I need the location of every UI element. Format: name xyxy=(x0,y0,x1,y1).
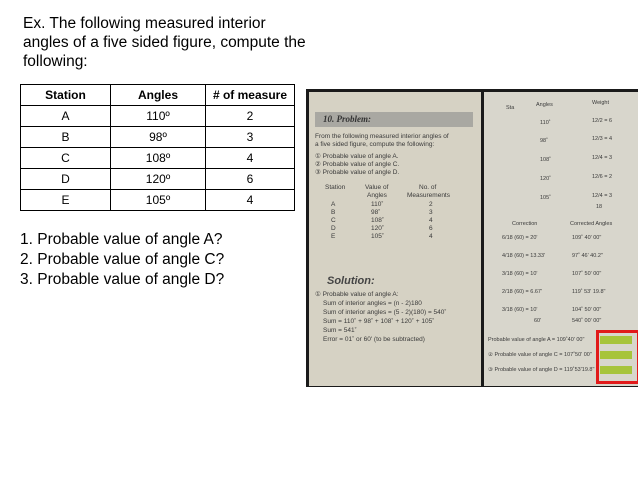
photo-angle: 108˚ xyxy=(371,217,385,224)
table-row xyxy=(21,106,295,127)
header-measure-count: # of measure xyxy=(206,85,295,106)
photo-r-sta: Sta xyxy=(506,105,515,111)
photo-r-angle: 98˚ xyxy=(540,138,548,144)
photo-r-angle: 120˚ xyxy=(540,176,552,182)
photo-r-weight: Weight xyxy=(592,100,610,106)
problem-banner: 10. Problem: xyxy=(315,112,473,127)
photo-station: E xyxy=(331,233,336,240)
photo-angle: 110˚ xyxy=(371,201,384,208)
answer-highlight-box xyxy=(596,330,638,384)
photo-r-corrected-val: 119˚ 53' 19.8" xyxy=(572,289,606,295)
station-cell: A xyxy=(21,106,111,127)
photo-col-no-2: Measurements xyxy=(407,192,450,199)
photo-r-corrected-val: 97˚ 46' 40.2" xyxy=(572,253,603,259)
photo-col-value-2: Angles xyxy=(367,192,387,199)
photo-count: 4 xyxy=(429,217,433,224)
photo-r-corrected-val: 104˚ 50' 00" xyxy=(572,307,602,313)
measurement-table xyxy=(20,84,295,211)
photo-r-answer-2: ② Probable value of angle C = 107˚50' 00" xyxy=(488,352,592,358)
question-list xyxy=(20,230,224,290)
question-item: 2. Probable value of angle C? xyxy=(20,251,225,268)
textbook-photo xyxy=(306,89,638,387)
photo-r-correction: Correction xyxy=(512,221,538,227)
photo-station: B xyxy=(331,209,336,216)
photo-r-weight-total: 18 xyxy=(596,204,603,210)
angle-cell: 110º xyxy=(111,106,206,127)
photo-count: 6 xyxy=(429,225,433,232)
solution-line-6: Error = 01˚ or 60' (to be subtracted) xyxy=(323,336,425,343)
solution-line-5: Sum = 541˚ xyxy=(323,327,357,334)
count-cell: 6 xyxy=(206,169,295,190)
intro-text xyxy=(23,14,323,71)
photo-r-corr-val: 2/18 (60) = 6.67' xyxy=(502,289,543,295)
problem-statement-2: a five sided figure, compute the following: xyxy=(315,141,435,148)
table-row xyxy=(21,127,295,148)
station-cell: B xyxy=(21,127,111,148)
photo-angle: 120˚ xyxy=(371,225,385,232)
table-row xyxy=(21,148,295,169)
angle-cell: 108º xyxy=(111,148,206,169)
intro-line-2: angles of a five sided figure, compute the xyxy=(23,34,306,51)
solution-title: Solution: xyxy=(327,275,375,287)
photo-count: 2 xyxy=(429,201,433,208)
photo-station: A xyxy=(331,201,336,208)
photo-r-weight-val: 12/4 = 3 xyxy=(592,193,613,199)
photo-r-weight-val: 12/3 = 4 xyxy=(592,136,613,142)
problem-ask-3: ③ Probable value of angle D. xyxy=(315,169,400,176)
photo-r-angle: 110˚ xyxy=(540,120,551,126)
photo-r-angles: Angles xyxy=(536,102,553,108)
problem-ask-1: ① Probable value of angle A. xyxy=(315,153,399,160)
photo-count: 4 xyxy=(429,233,433,240)
photo-angle: 98˚ xyxy=(371,209,381,216)
photo-r-weight-val: 12/6 = 2 xyxy=(592,174,613,180)
intro-line-1: Ex. The following measured interior xyxy=(23,15,266,32)
count-cell: 3 xyxy=(206,127,295,148)
photo-r-angle: 108˚ xyxy=(540,157,552,163)
photo-r-sum-corr: 60' xyxy=(534,318,542,324)
station-cell: D xyxy=(21,169,111,190)
textbook-right-page xyxy=(484,92,638,386)
station-cell: E xyxy=(21,190,111,211)
photo-r-corr-val: 4/18 (60) = 13.33' xyxy=(502,253,546,259)
solution-line-2: Sum of interior angles = (n - 2)180 xyxy=(323,300,422,307)
photo-r-angle: 105˚ xyxy=(540,195,552,201)
question-item: 1. Probable value of angle A? xyxy=(20,231,223,248)
solution-line-1: ① Probable value of angle A: xyxy=(315,291,399,298)
solution-line-4: Sum = 110˚ + 98˚ + 108˚ + 120˚ + 105˚ xyxy=(323,318,435,325)
photo-r-corr-val: 6/18 (60) = 20' xyxy=(502,235,538,241)
station-cell: C xyxy=(21,148,111,169)
photo-r-answer-1: Probable value of angle A = 109˚40' 00" xyxy=(488,337,585,343)
table-header-row xyxy=(21,85,295,106)
problem-statement-1: From the following measured interior angles of xyxy=(315,133,449,140)
count-cell: 2 xyxy=(206,106,295,127)
textbook-left-page xyxy=(309,92,481,386)
photo-r-weight-val: 12/2 = 6 xyxy=(592,118,613,124)
photo-r-weight-val: 12/4 = 3 xyxy=(592,155,613,161)
photo-angle: 105˚ xyxy=(371,233,385,240)
table-row xyxy=(21,169,295,190)
photo-r-sum-angles: 540˚ 00' 00" xyxy=(572,318,602,324)
photo-col-no: No. of xyxy=(419,184,437,191)
question-item: 3. Probable value of angle D? xyxy=(20,271,225,288)
photo-r-corrected: Corrected Angles xyxy=(570,221,613,227)
photo-r-corr-val: 3/18 (60) = 10' xyxy=(502,271,538,277)
photo-station: C xyxy=(331,217,336,224)
count-cell: 4 xyxy=(206,148,295,169)
photo-r-corrected-val: 107˚ 50' 00" xyxy=(572,271,602,277)
photo-station: D xyxy=(331,225,336,232)
header-angles: Angles xyxy=(111,85,206,106)
photo-r-answer-3: ③ Probable value of angle D = 119˚53'19.8" xyxy=(488,367,595,373)
angle-cell: 105º xyxy=(111,190,206,211)
table-row xyxy=(21,190,295,211)
photo-r-corr-val: 3/18 (60) = 10' xyxy=(502,307,538,313)
photo-count: 3 xyxy=(429,209,433,216)
photo-col-station: Station xyxy=(325,184,346,191)
angle-cell: 120º xyxy=(111,169,206,190)
count-cell: 4 xyxy=(206,190,295,211)
intro-line-3: following: xyxy=(23,53,88,70)
header-station: Station xyxy=(21,85,111,106)
problem-ask-2: ② Probable value of angle C. xyxy=(315,161,400,168)
angle-cell: 98º xyxy=(111,127,206,148)
photo-r-corrected-val: 109˚ 40' 00" xyxy=(572,235,602,241)
solution-line-3: Sum of interior angles = (5 - 2)(180) = 540˚ xyxy=(323,309,447,316)
photo-col-value: Value of xyxy=(365,184,389,191)
